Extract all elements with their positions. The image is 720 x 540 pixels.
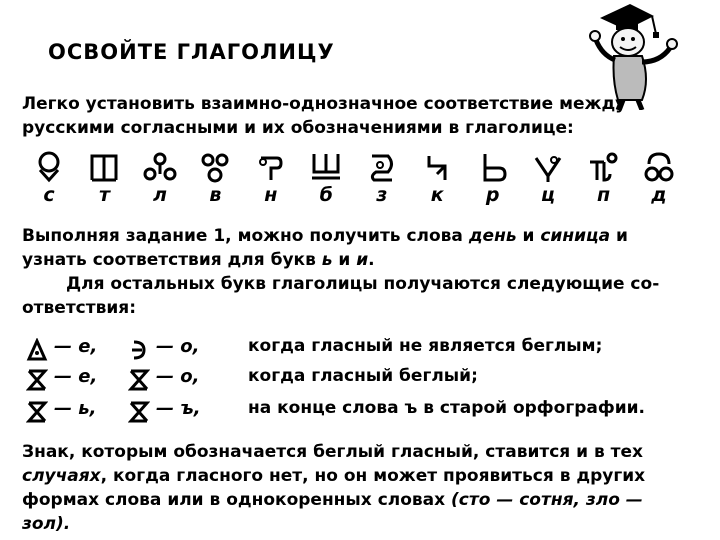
glyph-cell (79, 150, 129, 206)
glagolitic-est-icon (26, 338, 48, 362)
glagolitic-vedi-icon (195, 150, 235, 184)
glagolitic-on-icon (128, 338, 150, 362)
glyph-cell (301, 150, 351, 206)
glyph-cell (357, 150, 407, 206)
glyph-letter: в (209, 184, 222, 206)
glagolitic-er-icon (128, 400, 150, 424)
mapping-right: — о, (156, 336, 200, 357)
glagolitic-buki-icon (306, 150, 346, 184)
glyph-letter: к (430, 184, 444, 206)
note-paragraph (22, 440, 645, 536)
mapping-desc: когда гласный беглый; (248, 366, 478, 386)
glagolitic-er-icon (128, 368, 150, 392)
mapping-right: — о, (156, 366, 200, 387)
glagolitic-pokoi-icon (584, 150, 624, 184)
glyph-cell (579, 150, 629, 206)
glyph-cell (412, 150, 462, 206)
glyph-letter: б (319, 184, 333, 206)
glagolitic-rtsy-icon (473, 150, 513, 184)
glagolitic-nash-icon (251, 150, 291, 184)
mapping-left: — е, (54, 336, 98, 357)
glagolitic-er-icon (26, 368, 48, 392)
task-line-2: узнать соответствия для букв ь и и. (22, 250, 375, 270)
glyph-cell (190, 150, 240, 206)
page-title: ОСВОЙТЕ ГЛАГОЛИЦУ (48, 40, 335, 64)
glyph-letter: л (152, 184, 167, 206)
mapping-left: — ь, (54, 398, 97, 419)
glyph-letter: н (264, 184, 278, 206)
mapping-desc: на конце слова ъ в старой орфографии. (248, 398, 646, 418)
glagolitic-tverdo-icon (84, 150, 124, 184)
glyph-cell (135, 150, 185, 206)
glagolitic-zemlya-icon (362, 150, 402, 184)
note-line-1: Знак, которым обозначается беглый гласный, ставится и в тех (22, 442, 643, 462)
glyph-letter: з (376, 184, 388, 206)
glyph-cell (24, 150, 74, 206)
note-line-4: зол). (22, 514, 71, 534)
glagolitic-lyudi-icon (140, 150, 180, 184)
glagolitic-slovo-icon (29, 150, 69, 184)
mapping-right: — ъ, (156, 398, 201, 419)
glyph-cell (468, 150, 518, 206)
mapping-left: — е, (54, 366, 98, 387)
glyph-cell (634, 150, 684, 206)
task-line-4: ответствия: (22, 298, 136, 318)
glyph-letter: п (596, 184, 611, 206)
glagolitic-consonant-row (24, 150, 684, 206)
task-paragraph (22, 224, 659, 320)
glyph-letter: ц (541, 184, 556, 206)
task-line-3: Для остальных букв глаголицы получаются следующие со- (66, 274, 660, 294)
task-line-1: Выполняя задание 1, можно получить слова день и синица и (22, 226, 628, 246)
intro-line-2: русскими согласными и их обозначениями в глаголице: (22, 118, 574, 138)
intro-text (22, 92, 626, 140)
glagolitic-tsy-icon (528, 150, 568, 184)
intro-line-1: Легко установить взаимно-однозначное соответствие между (22, 94, 627, 114)
mapping-desc: когда гласный не является беглым; (248, 336, 603, 356)
glagolitic-dobro-icon (639, 150, 679, 184)
glyph-letter: с (43, 184, 55, 206)
glyph-cell (246, 150, 296, 206)
glyph-letter: т (98, 184, 110, 206)
glagolitic-er-icon (26, 400, 48, 424)
glyph-cell (523, 150, 573, 206)
glyph-letter: р (485, 184, 500, 206)
note-line-3: формах слова или в однокоренных словах (сто — сотня, зло — (22, 490, 643, 510)
glagolitic-kako-icon (417, 150, 457, 184)
glyph-letter: д (651, 184, 667, 206)
note-line-2: случаях, когда гласного нет, но он может проявиться в других (22, 466, 646, 486)
